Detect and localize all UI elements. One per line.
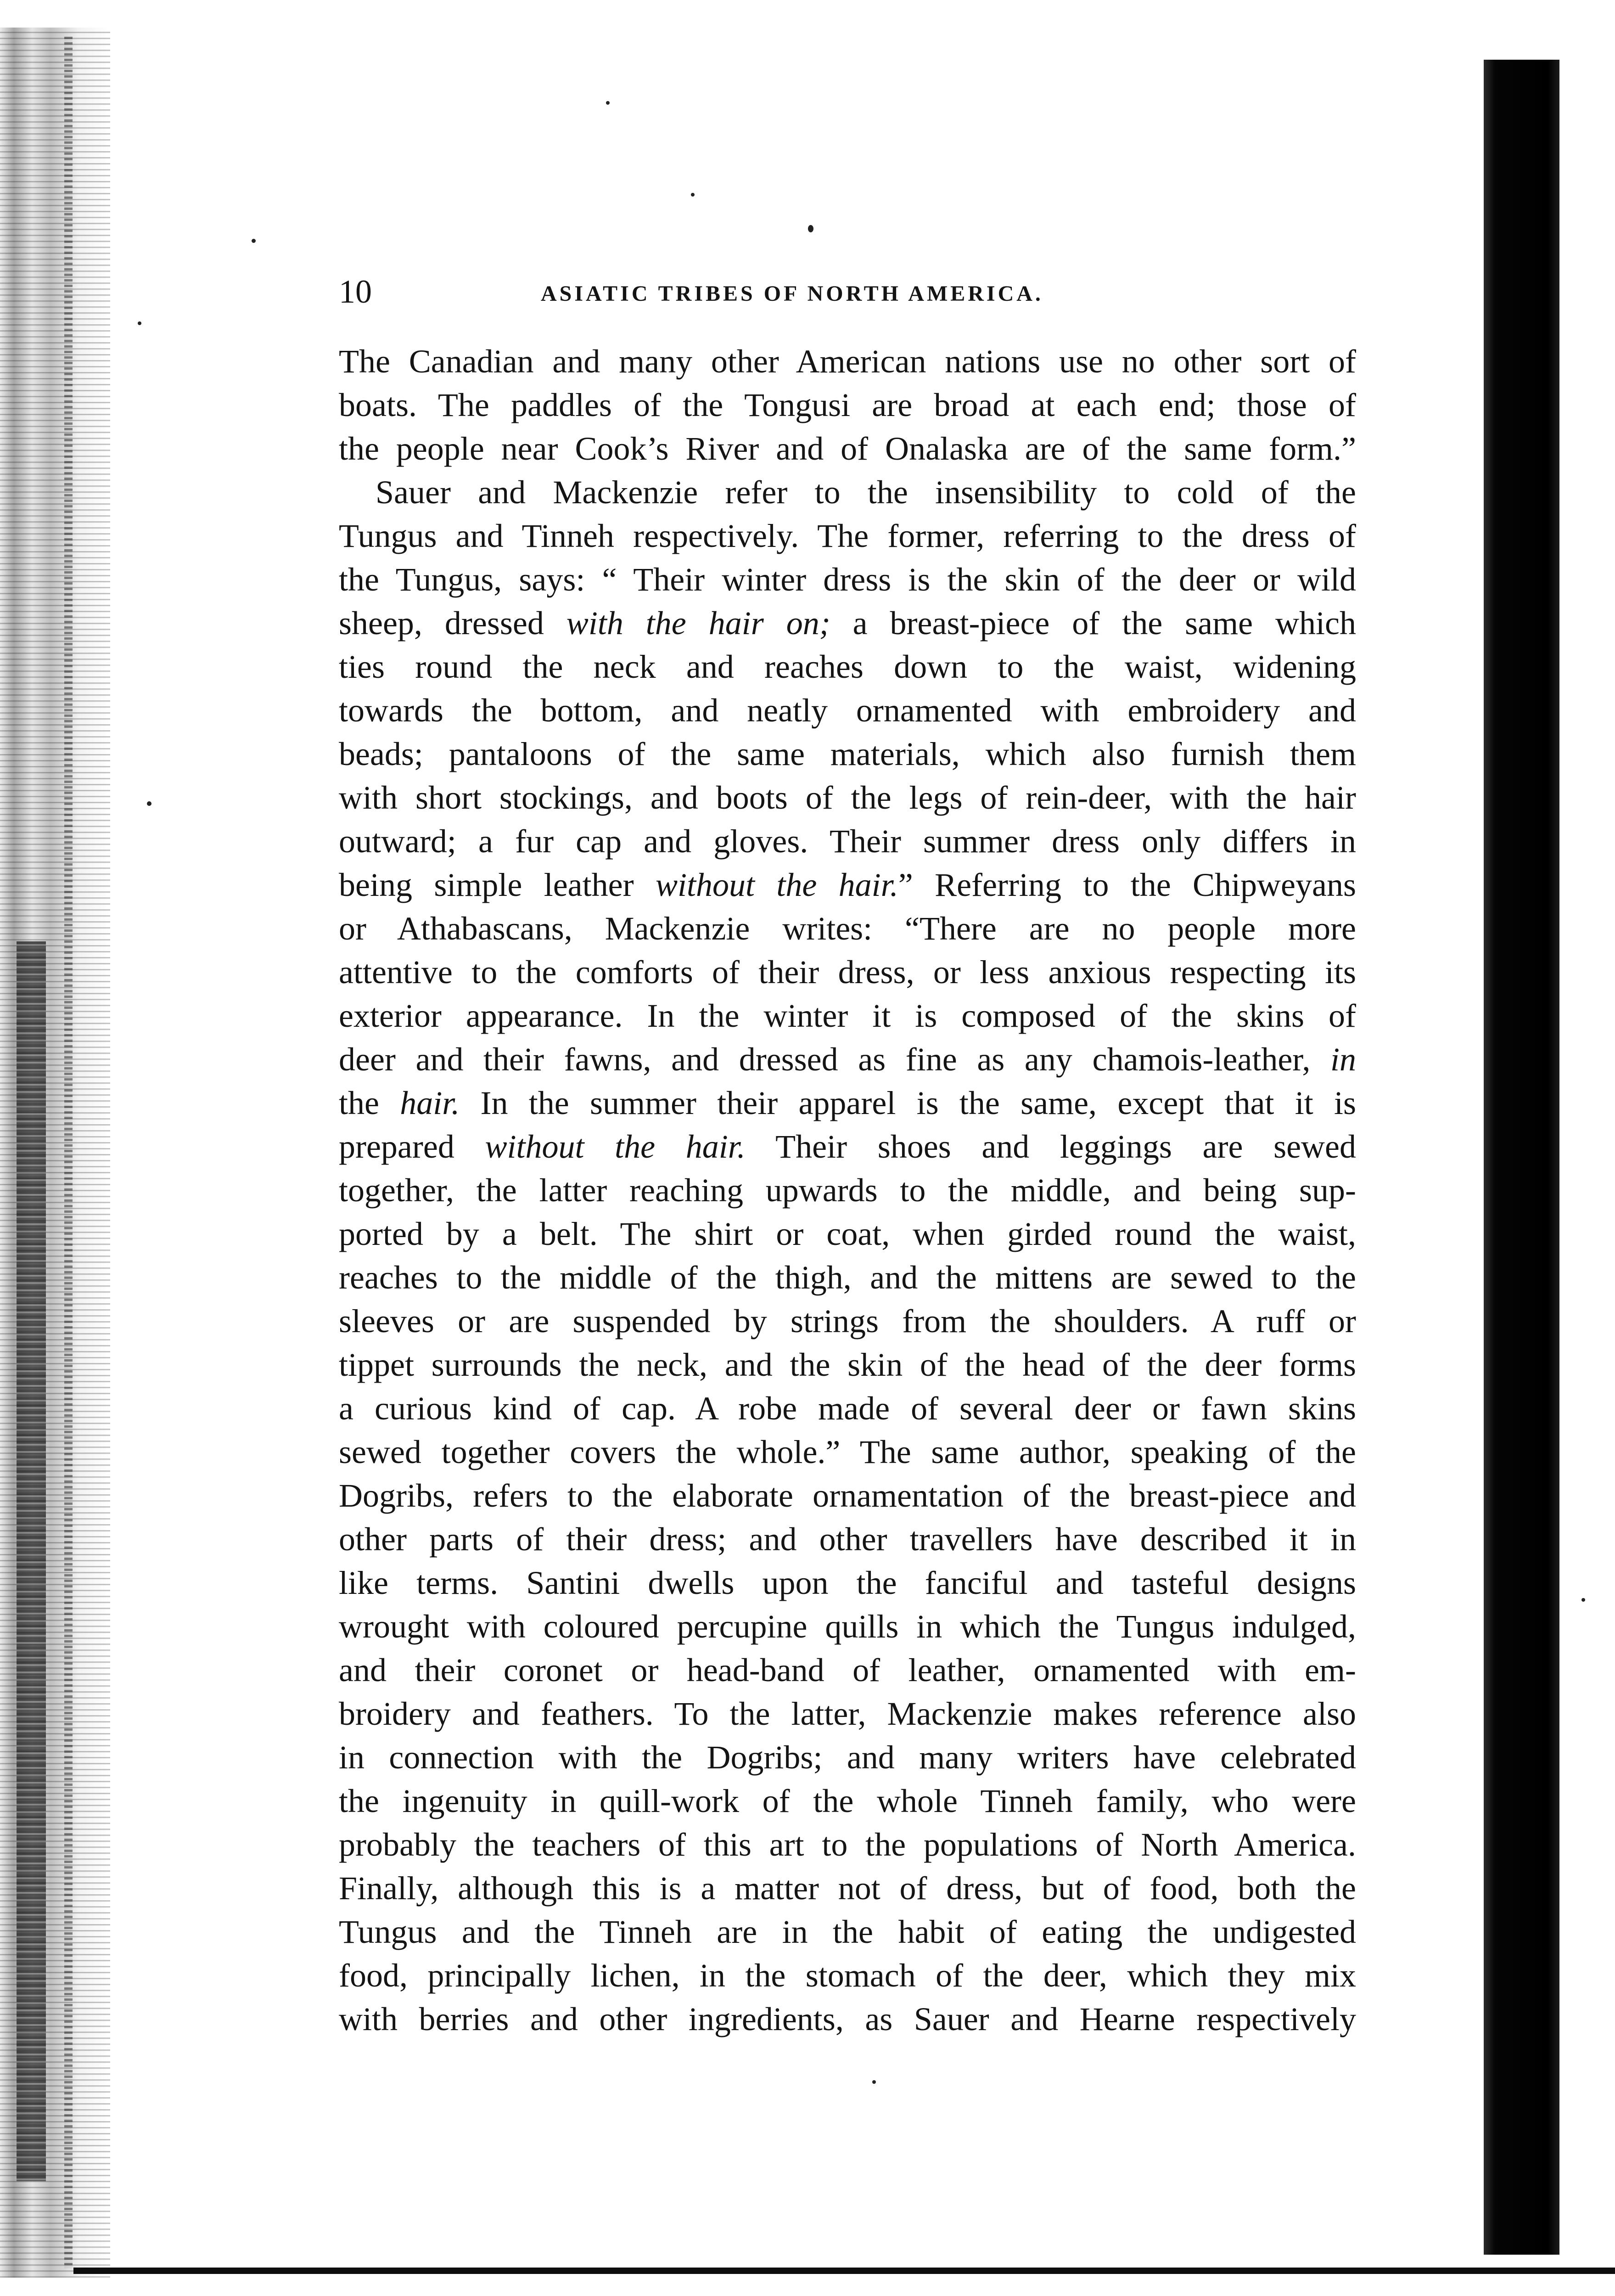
text-line: boats. The paddles of the Tongusi are broad at each end; those of <box>339 387 1356 423</box>
text-line: The Canadian and many other American nations use no other sort of <box>339 343 1356 380</box>
text-line: towards the bottom, and neatly ornamented with embroidery and <box>339 692 1356 729</box>
text-line: sleeves or are suspended by strings from the shoulders. A ruff or <box>339 1303 1356 1339</box>
body-text <box>339 340 1356 2041</box>
text-line <box>339 602 1356 645</box>
text-line: ported by a belt. The shirt or coat, when girded round the waist, <box>339 1216 1356 1252</box>
text-segment: ” Referring to the Chipweyans <box>898 867 1356 903</box>
text-line: exterior appearance. In the winter it is composed of the skins of <box>339 997 1356 1034</box>
text-line: Finally, although this is a matter not of dress, but of food, both the <box>339 1870 1356 1907</box>
text-line: and their coronet or head-band of leather, ornamented with em- <box>339 1652 1356 1688</box>
binding-gutter-strip <box>64 37 73 2268</box>
text-line: a curious kind of cap. A robe made of several deer or fawn skins <box>339 1390 1356 1427</box>
running-head: ASIATIC TRIBES OF NORTH AMERICA. <box>541 281 1043 306</box>
italic-phrase: in <box>1330 1041 1356 1078</box>
binding-gutter-shadow <box>17 941 46 2181</box>
scan-speck <box>872 2080 876 2084</box>
text-line: other parts of their dress; and other travellers have described it in <box>339 1521 1356 1558</box>
text-line: the people near Cook’s River and of Onalaska are of the same form.” <box>339 430 1356 467</box>
italic-phrase: without the hair. <box>655 867 898 903</box>
text-line: food, principally lichen, in the stomach of the deer, which they mix <box>339 1957 1356 1994</box>
text-segment: being simple leather <box>339 867 656 903</box>
bottom-page-edge <box>73 2268 1615 2274</box>
text-line: tippet surrounds the neck, and the skin of the head of the deer forms <box>339 1346 1356 1383</box>
italic-phrase: with the hair on; <box>566 605 830 642</box>
scan-speck <box>808 225 813 232</box>
text-line <box>339 1038 1356 1081</box>
text-line: in connection with the Dogribs; and many writers have celebrated <box>339 1739 1356 1776</box>
text-segment: sheep, dressed <box>339 605 566 642</box>
text-line: wrought with coloured percupine quills in which the Tungus indulged, <box>339 1608 1356 1645</box>
text-segment: prepared <box>339 1128 485 1165</box>
text-line: like terms. Santini dwells upon the fanciful and tasteful designs <box>339 1564 1356 1601</box>
text-segment: Their shoes and leggings are sewed <box>745 1128 1357 1165</box>
text-line: sewed together covers the whole.” The same author, speaking of the <box>339 1434 1356 1470</box>
page-header <box>339 271 1349 312</box>
text-line: Tungus and the Tinneh are in the habit of eating the undigested <box>339 1913 1356 1950</box>
text-line: Tungus and Tinneh respectively. The former, referring to the dress of <box>339 518 1356 554</box>
text-line: ties round the neck and reaches down to the waist, widening <box>339 648 1356 685</box>
text-line: probably the teachers of this art to the populations of North America. <box>339 1826 1356 1863</box>
text-line <box>339 1125 1356 1169</box>
text-line: with short stockings, and boots of the legs of rein-deer, with the hair <box>339 779 1356 816</box>
scan-speck <box>252 239 256 243</box>
scan-speck <box>606 101 610 105</box>
text-line: Dogribs, refers to the elaborate ornamentation of the breast-piece and <box>339 1477 1356 1514</box>
text-segment: a breast-piece of the same which <box>830 605 1356 642</box>
scan-speck <box>691 193 695 197</box>
scan-speck <box>1581 1598 1585 1602</box>
text-line: Sauer and Mackenzie refer to the insensibility to cold of the <box>376 474 1356 511</box>
text-segment: In the summer their apparel is the same, except that it is <box>460 1085 1356 1121</box>
text-line: beads; pantaloons of the same materials, which also furnish them <box>339 736 1356 772</box>
text-line <box>339 863 1356 907</box>
text-line: broidery and feathers. To the latter, Mackenzie makes reference also <box>339 1695 1356 1732</box>
text-line <box>339 1081 1356 1125</box>
scan-speck <box>138 321 141 325</box>
text-line: the ingenuity in quill-work of the whole Tinneh family, who were <box>339 1783 1356 1819</box>
text-segment: the <box>339 1085 400 1121</box>
text-line: reaches to the middle of the thigh, and the mittens are sewed to the <box>339 1259 1356 1296</box>
text-line: the Tungus, says: “ Their winter dress is the skin of the deer or wild <box>339 561 1356 598</box>
text-line: with berries and other ingredients, as Sauer and Hearne respectively <box>339 2001 1356 2037</box>
page-number: 10 <box>339 273 372 310</box>
scan-speck <box>147 801 151 806</box>
text-line: outward; a fur cap and gloves. Their summer dress only differs in <box>339 823 1356 860</box>
text-line: together, the latter reaching upwards to the middle, and being sup- <box>339 1172 1356 1209</box>
text-line: or Athabascans, Mackenzie writes: “There are no people more <box>339 910 1356 947</box>
text-segment: deer and their fawns, and dressed as fine as any chamois-leather, <box>339 1041 1330 1078</box>
right-page-edge <box>1484 60 1559 2255</box>
italic-phrase: hair. <box>400 1085 460 1121</box>
italic-phrase: without the hair. <box>485 1128 746 1165</box>
text-line: attentive to the comforts of their dress, or less anxious respecting its <box>339 954 1356 990</box>
